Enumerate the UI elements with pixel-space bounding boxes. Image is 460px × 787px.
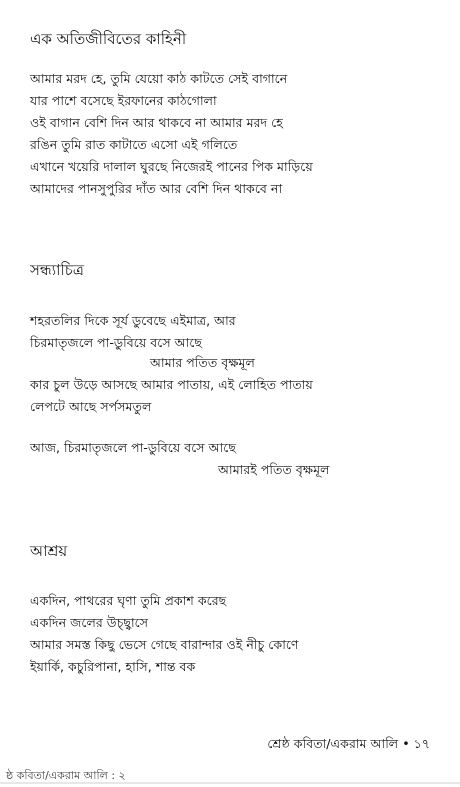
page-footer-right: শ্রেষ্ঠ কবিতা/একরাম আলি • ১৭: [267, 736, 430, 751]
poem-2-line-6: আজ, চিরমাতৃজলে পা-ডুবিয়ে বসে আছে: [30, 440, 236, 455]
poem-1-line-6: আমাদের পানসুপুরির দাঁত আর বেশি দিন থাকবে না: [30, 181, 283, 196]
poem-2-line-5: লেপটে আছে সর্পসমতুল: [30, 399, 152, 414]
poem-2-line-7: আমারই পতিত বৃক্ষমূল: [218, 462, 330, 477]
poem-title-1: এক অতিজীবিতের কাহিনী: [30, 30, 187, 48]
poem-3-line-3: আমার সমস্ত কিছু ভেসে গেছে বারান্দার ওই নীচু কোণে: [30, 637, 299, 652]
poem-2-line-1: শহরতলির দিকে সূর্য ডুবেছে এইমাত্র, আর: [30, 313, 236, 328]
poem-1-line-1: আমার মরদ হে, তুমি যেয়ো কাঠ কাটতে সেই বাগানে: [30, 71, 288, 86]
poem-1-line-3: ওই বাগান বেশি দিন আর থাকবে না আমার মরদ হে: [30, 115, 283, 130]
poem-3-line-2: একদিন জলের উচ্ছ্বাসে: [30, 615, 149, 630]
poem-3-line-1: একদিন, পাথরের ঘৃণা তুমি প্রকাশ করেছ: [30, 593, 227, 608]
poem-1-line-5: এখানে খয়েরি দালাল ঘুরছে নিজেরই পানের পিক মাড়িয়ে: [30, 159, 313, 174]
poem-2-line-2: চিরমাতৃজলে পা-ডুবিয়ে বসে আছে: [30, 335, 203, 350]
poem-1-line-4: রঙিন তুমি রাত কাটাতে এসো এই গলিতে: [30, 137, 238, 152]
poem-2-line-3: আমার পতিত বৃক্ষমূল: [150, 355, 255, 370]
poem-title-3: আশ্রয়: [30, 542, 68, 560]
poem-2-line-4: কার চুল উড়ে আসছে আমার পাতায়, এই লোহিত পাতায়: [30, 377, 313, 392]
poem-title-2: সন্ধ্যাচিত্র: [30, 261, 84, 279]
poem-3-line-4: ইয়ার্কি, কচুরিপানা, হাসি, শান্ত বক: [30, 659, 196, 674]
page-footer-left: ষ্ঠ কবিতা/একরাম আলি : ২: [6, 769, 126, 782]
poem-1-line-2: যার পাশে বসেছে ইরফানের কাঠগোলা: [30, 93, 217, 108]
scan-bottom-shadow: [0, 782, 460, 784]
